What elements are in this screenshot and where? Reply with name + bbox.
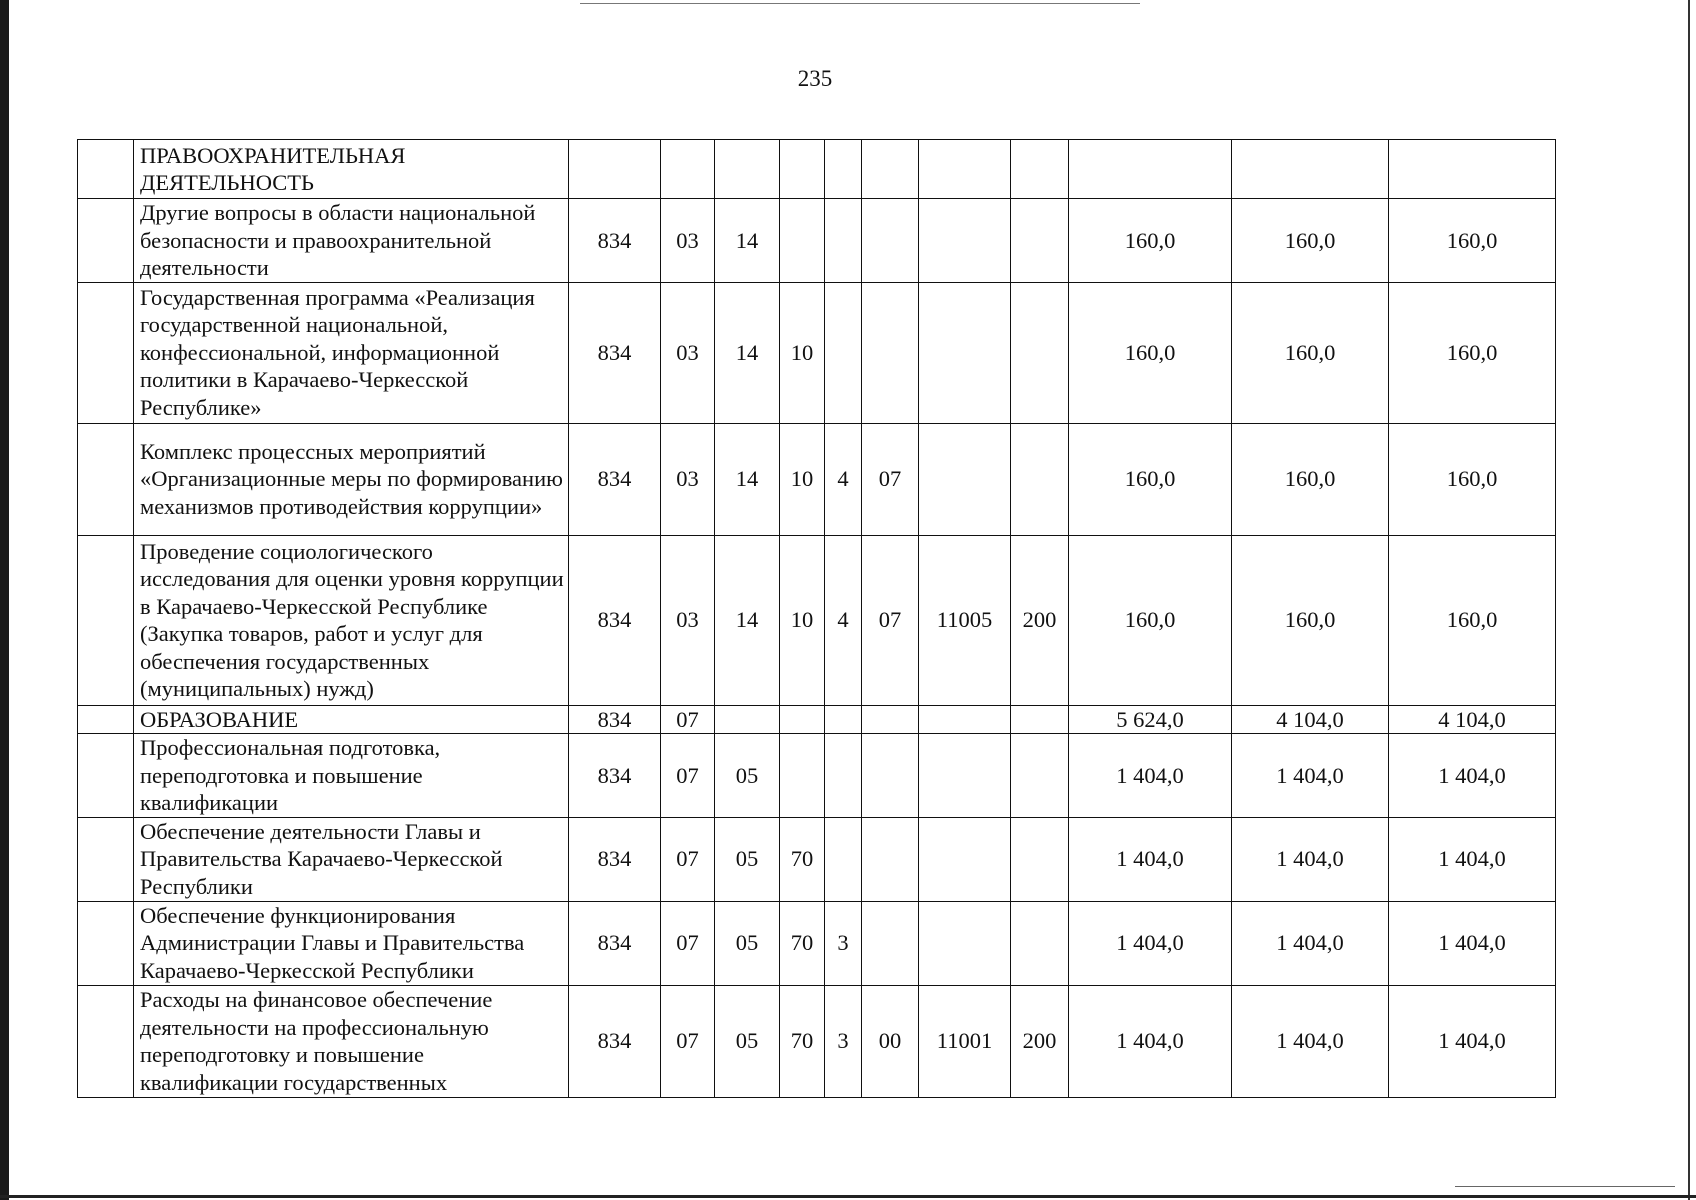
cell-sum-2: 160,0 bbox=[1232, 199, 1389, 283]
cell-program bbox=[780, 140, 825, 199]
cell-rz: 03 bbox=[661, 282, 715, 423]
table-row bbox=[78, 985, 1556, 1097]
row-index-cell bbox=[78, 901, 134, 985]
cell-direction bbox=[919, 140, 1011, 199]
cell-direction bbox=[919, 282, 1011, 423]
scan-edge-right bbox=[1688, 0, 1690, 1200]
row-name: Проведение социологического исследования для оценки уровня коррупции в Карачаево-Черкесской Республике (Закупка товаров, работ и услуг для обеспечения государственных (муниципальных) нужд) bbox=[134, 535, 569, 705]
cell-sum-2: 4 104,0 bbox=[1232, 705, 1389, 734]
cell-sum-3: 1 404,0 bbox=[1389, 901, 1556, 985]
scan-artifact-top bbox=[580, 3, 1140, 4]
cell-program: 10 bbox=[780, 282, 825, 423]
cell-sum-3: 160,0 bbox=[1389, 535, 1556, 705]
cell-sum-1: 1 404,0 bbox=[1069, 985, 1232, 1097]
cell-sum-1: 1 404,0 bbox=[1069, 817, 1232, 901]
cell-sum-3: 4 104,0 bbox=[1389, 705, 1556, 734]
cell-activity: 07 bbox=[862, 423, 919, 535]
cell-direction bbox=[919, 734, 1011, 818]
cell-rz: 03 bbox=[661, 535, 715, 705]
cell-vr bbox=[1011, 705, 1069, 734]
row-name: Профессиональная подготовка, переподготовка и повышение квалификации bbox=[134, 734, 569, 818]
cell-vr bbox=[1011, 734, 1069, 818]
cell-rz: 07 bbox=[661, 705, 715, 734]
cell-sum-3 bbox=[1389, 140, 1556, 199]
table-row bbox=[78, 199, 1556, 283]
cell-vr: 200 bbox=[1011, 535, 1069, 705]
cell-ved: 834 bbox=[569, 705, 661, 734]
cell-sum-3: 1 404,0 bbox=[1389, 985, 1556, 1097]
row-name: ПРАВООХРАНИТЕЛЬНАЯ ДЕЯТЕЛЬНОСТЬ bbox=[134, 140, 569, 199]
cell-program bbox=[780, 705, 825, 734]
row-index-cell bbox=[78, 535, 134, 705]
cell-activity bbox=[862, 140, 919, 199]
cell-sum-1 bbox=[1069, 140, 1232, 199]
row-name: ОБРАЗОВАНИЕ bbox=[134, 705, 569, 734]
cell-pr: 14 bbox=[715, 535, 780, 705]
scan-edge-left bbox=[0, 0, 9, 1200]
cell-sum-2: 160,0 bbox=[1232, 423, 1389, 535]
cell-activity bbox=[862, 734, 919, 818]
cell-vr bbox=[1011, 901, 1069, 985]
cell-subprogram bbox=[825, 734, 862, 818]
cell-rz: 07 bbox=[661, 901, 715, 985]
cell-pr: 05 bbox=[715, 901, 780, 985]
table-row bbox=[78, 734, 1556, 818]
row-index-cell bbox=[78, 817, 134, 901]
row-name: Государственная программа «Реализация государственной национальной, конфессиональной, информационной политики в Карачаево-Черкесской Республике» bbox=[134, 282, 569, 423]
row-name: Расходы на финансовое обеспечение деятельности на профессиональную переподготовку и повышение квалификации государственных bbox=[134, 985, 569, 1097]
cell-activity bbox=[862, 901, 919, 985]
cell-sum-3: 1 404,0 bbox=[1389, 817, 1556, 901]
row-index-cell bbox=[78, 985, 134, 1097]
page-number: 235 bbox=[797, 66, 833, 91]
cell-sum-1: 160,0 bbox=[1069, 282, 1232, 423]
row-index-cell bbox=[78, 199, 134, 283]
row-name: Другие вопросы в области национальной безопасности и правоохранительной деятельности bbox=[134, 199, 569, 283]
cell-direction bbox=[919, 901, 1011, 985]
cell-program: 70 bbox=[780, 985, 825, 1097]
table-row bbox=[78, 817, 1556, 901]
cell-activity bbox=[862, 705, 919, 734]
cell-pr: 14 bbox=[715, 199, 780, 283]
cell-subprogram: 4 bbox=[825, 423, 862, 535]
cell-ved: 834 bbox=[569, 199, 661, 283]
row-name: Комплекс процессных мероприятий «Организационные меры по формированию механизмов противодействия коррупции» bbox=[134, 423, 569, 535]
cell-sum-2: 1 404,0 bbox=[1232, 817, 1389, 901]
cell-subprogram bbox=[825, 705, 862, 734]
cell-subprogram bbox=[825, 140, 862, 199]
cell-direction bbox=[919, 817, 1011, 901]
row-index-cell bbox=[78, 423, 134, 535]
cell-activity: 00 bbox=[862, 985, 919, 1097]
cell-pr bbox=[715, 705, 780, 734]
cell-pr: 05 bbox=[715, 734, 780, 818]
cell-activity bbox=[862, 282, 919, 423]
budget-table bbox=[77, 139, 1556, 1098]
cell-subprogram bbox=[825, 282, 862, 423]
cell-sum-3: 160,0 bbox=[1389, 282, 1556, 423]
cell-pr: 14 bbox=[715, 423, 780, 535]
table-row bbox=[78, 705, 1556, 734]
cell-program bbox=[780, 199, 825, 283]
table-row bbox=[78, 901, 1556, 985]
cell-direction bbox=[919, 705, 1011, 734]
cell-sum-1: 1 404,0 bbox=[1069, 901, 1232, 985]
cell-program: 70 bbox=[780, 817, 825, 901]
cell-vr bbox=[1011, 423, 1069, 535]
table-row bbox=[78, 423, 1556, 535]
cell-vr bbox=[1011, 199, 1069, 283]
cell-ved: 834 bbox=[569, 535, 661, 705]
cell-activity bbox=[862, 817, 919, 901]
cell-sum-3: 160,0 bbox=[1389, 423, 1556, 535]
cell-activity: 07 bbox=[862, 535, 919, 705]
cell-pr: 05 bbox=[715, 817, 780, 901]
cell-rz: 07 bbox=[661, 985, 715, 1097]
cell-subprogram: 3 bbox=[825, 985, 862, 1097]
row-index-cell bbox=[78, 140, 134, 199]
cell-sum-2: 160,0 bbox=[1232, 535, 1389, 705]
cell-pr: 05 bbox=[715, 985, 780, 1097]
table-row bbox=[78, 140, 1556, 199]
cell-rz: 03 bbox=[661, 423, 715, 535]
cell-subprogram bbox=[825, 817, 862, 901]
cell-pr: 14 bbox=[715, 282, 780, 423]
cell-sum-3: 160,0 bbox=[1389, 199, 1556, 283]
cell-direction bbox=[919, 423, 1011, 535]
row-index-cell bbox=[78, 734, 134, 818]
cell-rz: 07 bbox=[661, 817, 715, 901]
cell-direction bbox=[919, 199, 1011, 283]
cell-ved: 834 bbox=[569, 817, 661, 901]
cell-sum-2: 1 404,0 bbox=[1232, 734, 1389, 818]
scan-edge-bottom bbox=[0, 1195, 1696, 1198]
cell-sum-1: 5 624,0 bbox=[1069, 705, 1232, 734]
cell-subprogram bbox=[825, 199, 862, 283]
cell-sum-1: 160,0 bbox=[1069, 535, 1232, 705]
table-row bbox=[78, 282, 1556, 423]
cell-program: 10 bbox=[780, 423, 825, 535]
row-index-cell bbox=[78, 282, 134, 423]
cell-program: 10 bbox=[780, 535, 825, 705]
row-index-cell bbox=[78, 705, 134, 734]
cell-vr bbox=[1011, 817, 1069, 901]
cell-vr bbox=[1011, 140, 1069, 199]
cell-sum-1: 160,0 bbox=[1069, 199, 1232, 283]
cell-subprogram: 3 bbox=[825, 901, 862, 985]
row-name: Обеспечение функционирования Администрации Главы и Правительства Карачаево-Черкесской Республики bbox=[134, 901, 569, 985]
cell-vr: 200 bbox=[1011, 985, 1069, 1097]
table-row bbox=[78, 535, 1556, 705]
cell-pr bbox=[715, 140, 780, 199]
cell-program bbox=[780, 734, 825, 818]
cell-direction: 11005 bbox=[919, 535, 1011, 705]
cell-sum-1: 160,0 bbox=[1069, 423, 1232, 535]
cell-ved: 834 bbox=[569, 423, 661, 535]
cell-program: 70 bbox=[780, 901, 825, 985]
cell-ved: 834 bbox=[569, 734, 661, 818]
scan-artifact-bottom-right bbox=[1455, 1186, 1675, 1187]
cell-rz: 07 bbox=[661, 734, 715, 818]
cell-rz: 03 bbox=[661, 199, 715, 283]
cell-subprogram: 4 bbox=[825, 535, 862, 705]
cell-sum-3: 1 404,0 bbox=[1389, 734, 1556, 818]
cell-direction: 11001 bbox=[919, 985, 1011, 1097]
cell-ved bbox=[569, 140, 661, 199]
cell-vr bbox=[1011, 282, 1069, 423]
cell-activity bbox=[862, 199, 919, 283]
cell-ved: 834 bbox=[569, 985, 661, 1097]
row-name: Обеспечение деятельности Главы и Правительства Карачаево-Черкесской Республики bbox=[134, 817, 569, 901]
cell-sum-2 bbox=[1232, 140, 1389, 199]
cell-ved: 834 bbox=[569, 901, 661, 985]
cell-sum-2: 160,0 bbox=[1232, 282, 1389, 423]
cell-ved: 834 bbox=[569, 282, 661, 423]
cell-sum-2: 1 404,0 bbox=[1232, 901, 1389, 985]
cell-sum-1: 1 404,0 bbox=[1069, 734, 1232, 818]
cell-rz bbox=[661, 140, 715, 199]
cell-sum-2: 1 404,0 bbox=[1232, 985, 1389, 1097]
